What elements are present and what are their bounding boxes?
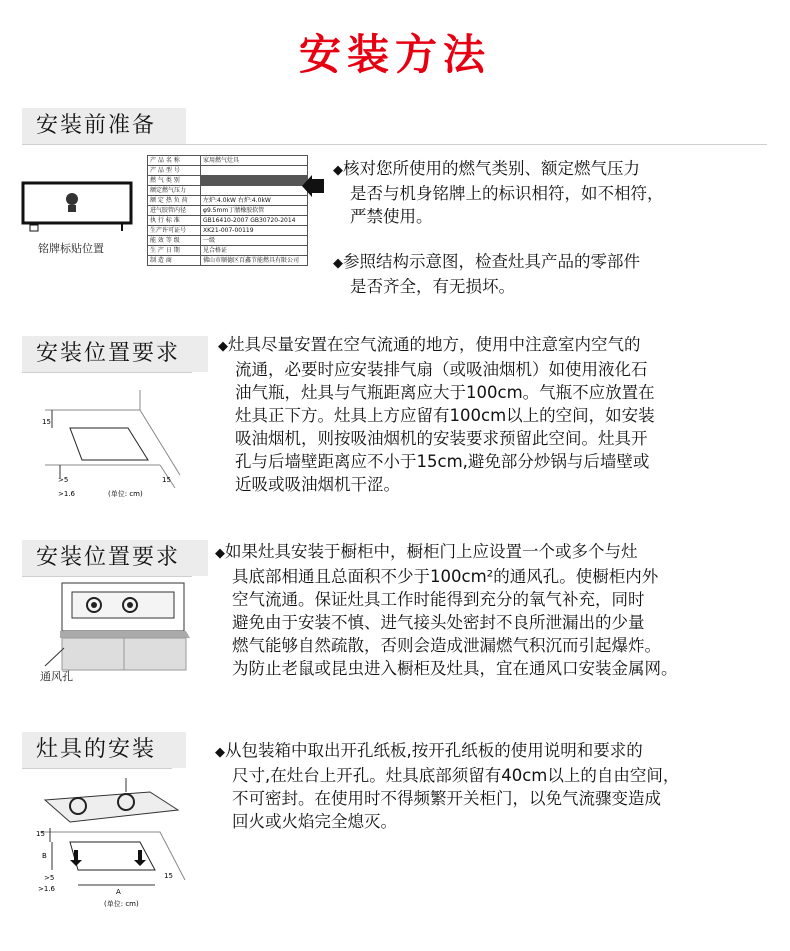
section-divider: [22, 768, 172, 769]
nameplate-position-label: 铭牌标贴位置: [38, 242, 104, 255]
nameplate-key: 生产许可证号: [148, 226, 201, 236]
vent-hole-label: 通风孔: [40, 670, 73, 683]
hob-install-diagram: [30, 770, 190, 910]
nameplate-row: [148, 216, 308, 226]
clearance-diagram: [30, 390, 190, 500]
nameplate-key: 进气胶管内径: [148, 206, 201, 216]
nameplate-value: [201, 186, 308, 196]
unit-label: (单位: cm): [108, 490, 143, 498]
dim-15-right: 15: [162, 476, 171, 484]
nameplate-value: 佛山市顺德区百鑫节能燃具有限公司: [201, 256, 308, 266]
dim-gt16: >1.6: [58, 490, 75, 498]
section-heading-install: 灶具的安装: [22, 732, 186, 768]
nameplate-row: [148, 256, 308, 266]
nameplate-key: 产 品 型 号: [148, 166, 201, 176]
nameplate-key: 生 产 日 期: [148, 246, 201, 256]
nameplate-value: 左炉:4.0kW 右炉:4.0kW: [201, 196, 308, 206]
nameplate-key: 执 行 标 准: [148, 216, 201, 226]
nameplate-key: 产 品 名 称: [148, 156, 201, 166]
nameplate-value: φ9.5mm丁腈橡胶软管: [201, 206, 308, 216]
nameplate-value: [201, 166, 308, 176]
cabinet-diagram: [40, 578, 190, 673]
dim-gt5: >5: [44, 874, 55, 882]
nameplate-key: 能 效 等 级: [148, 236, 201, 246]
dim-15-left: 15: [36, 830, 45, 838]
arrow-icon: [300, 175, 326, 197]
section-divider: [22, 144, 767, 145]
section-heading-preparation: 安装前准备: [22, 108, 186, 144]
nameplate-row: [148, 246, 308, 256]
install-paragraph: ◆从包装箱中取出开孔纸板,按开孔纸板的使用说明和要求的 尺寸,在灶台上开孔。灶具底部须留有40cm以上的自由空间， 不可密封。在使用时不得频繁开关柜门，以免气流骤变造成 回火或火焰完全熄灭。: [215, 741, 680, 831]
section-heading-cabinet: 安装位置要求: [22, 540, 208, 576]
unit-label: (单位: cm): [104, 900, 139, 908]
location-paragraph: ◆灶具尽量安置在空气流通的地方，使用中注意室内空气的 流通，必要时应安装排气扇（或吸油烟机）如使用液化石 油气瓶，灶具与气瓶距离应大于100cm。气瓶不应放置在 灶具正下方。灶具上方应留有100cm以上的空间，如安装 吸油烟机，则按吸油烟机的安装要求预留此空间。灶具开 孔与后墙壁距离应不小于15cm,避免部分炒锅与后墙壁或 近吸或吸油烟机干涩。: [218, 335, 655, 494]
nameplate-key: 燃 气 类 别: [148, 176, 201, 186]
dim-b: B: [42, 852, 47, 860]
nameplate-value: [201, 176, 308, 186]
nameplate-row: [148, 236, 308, 246]
nameplate-table: [147, 155, 308, 266]
nameplate-row: [148, 176, 308, 186]
nameplate-row: [148, 156, 308, 166]
prep-bullet-1: ◆核对您所使用的燃气类别、额定燃气压力 是否与机身铭牌上的标识相符，如不相符， 严禁使用。: [333, 159, 664, 226]
nameplate-value: 家用燃气灶具: [201, 156, 308, 166]
nameplate-row: [148, 206, 308, 216]
dim-gt5: >5: [58, 476, 69, 484]
nameplate-row: [148, 226, 308, 236]
nameplate-key: 额定燃气压力: [148, 186, 201, 196]
section-divider: [22, 576, 192, 577]
nameplate-value: GB16410-2007 GB30720-2014: [201, 216, 308, 226]
section-heading-location: 安装位置要求: [22, 336, 208, 372]
dim-15-right: 15: [164, 872, 173, 880]
nameplate-row: [148, 196, 308, 206]
nameplate-row: [148, 186, 308, 196]
dim-15-left: 15: [42, 418, 51, 426]
page-title: 安装方法: [298, 30, 491, 79]
cabinet-paragraph: ◆如果灶具安装于橱柜中，橱柜门上应设置一个或多个与灶 具底部相通且总面积不少于100cm²的通风孔。使橱柜内外 空气流通。保证灶具工作时能得到充分的氧气补充，同时 避免由于安装不慎、进气接头处密封不良所泄漏出的少量 燃气能够自然疏散，否则会造成泄漏燃气积沉而引起爆炸。 为防止老鼠或昆虫进入橱柜及灶具，宜在通风口安装金属网。: [215, 542, 678, 678]
prep-bullet-2: ◆参照结构示意图，检查灶具产品的零部件 是否齐全，有无损坏。: [333, 252, 640, 296]
nameplate-row: [148, 166, 308, 176]
nameplate-value: 见合格证: [201, 246, 308, 256]
nameplate-key: 额 定 热 负 荷: [148, 196, 201, 206]
dim-a: A: [116, 888, 121, 896]
section-divider: [22, 372, 192, 373]
nameplate-value: XK21-007-00119: [201, 226, 308, 236]
nameplate-key: 制 造 商: [148, 256, 201, 266]
nameplate-value: 一级: [201, 236, 308, 246]
dim-gt16: >1.6: [38, 885, 55, 893]
